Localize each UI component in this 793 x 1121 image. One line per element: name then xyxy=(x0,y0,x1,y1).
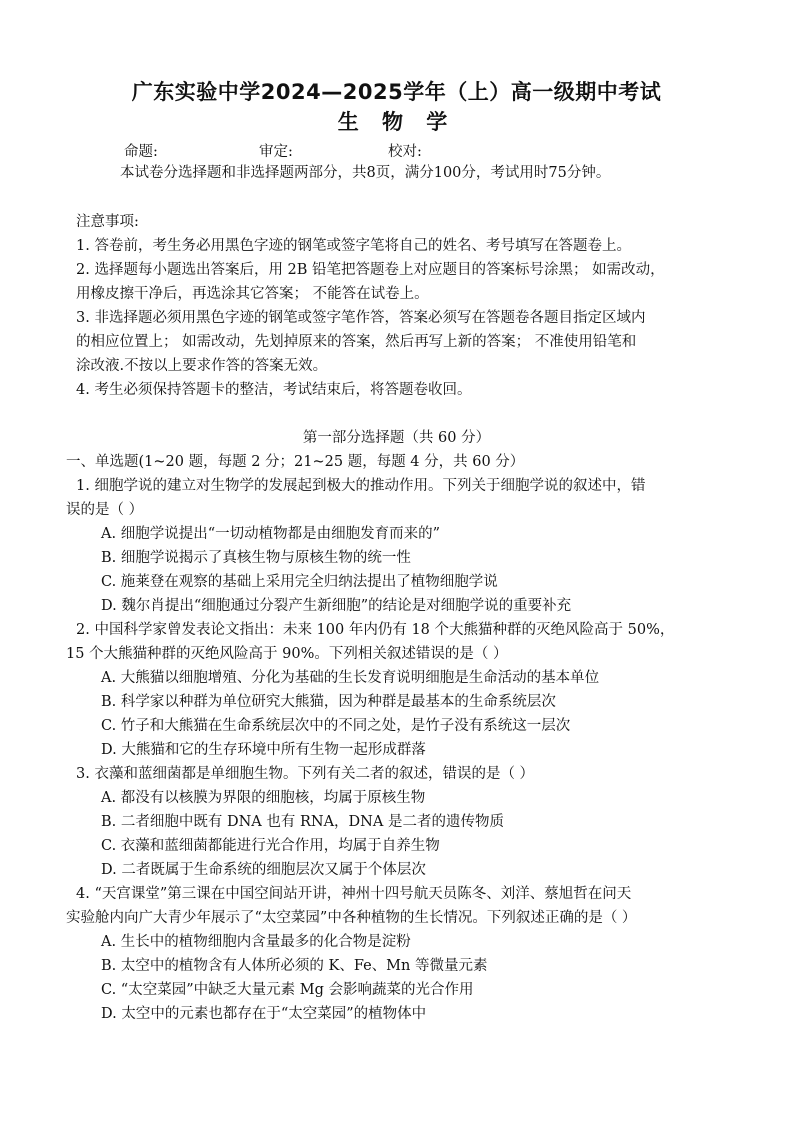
question-option: D. 魏尔肖提出“细胞通过分裂产生新细胞”的结论是对细胞学说的重要补充 xyxy=(101,598,572,614)
question-option: A. 细胞学说提出“一切动植物都是由细胞发育而来的” xyxy=(101,526,441,542)
question-option: C. 施莱登在观察的基础上采用完全归纳法提出了植物细胞学说 xyxy=(101,574,498,590)
question-option: B. 科学家以种群为单位研究大熊猫，因为种群是最基本的生命系统层次 xyxy=(101,694,556,710)
question-option: C. “太空菜园”中缺乏大量元素 Mg 会影响蔬菜的光合作用 xyxy=(101,982,474,998)
notice-line: 涂改液.不按以上要求作答的答案无效。 xyxy=(76,358,328,374)
exam-title: 广东实验中学2024—2025学年（上）高一级期中考试 xyxy=(131,80,662,104)
jiaodui-label: 校对: xyxy=(388,144,422,160)
question-stem: 2. 中国科学家曾发表论文指出：未来 100 年内仍有 18 个大熊猫种群的灭绝风险高于 50%， xyxy=(76,622,675,638)
exam-intro: 本试卷分选择题和非选择题两部分，共8页，满分100分，考试用时75分钟。 xyxy=(120,165,611,181)
question-option: B. 细胞学说揭示了真核生物与原核生物的统一性 xyxy=(101,550,411,566)
question-option: D. 大熊猫和它的生存环境中所有生物一起形成群落 xyxy=(101,742,426,758)
question-stem: 1. 细胞学说的建立对生物学的发展起到极大的推动作用。下列关于细胞学说的叙述中，错 xyxy=(76,478,646,494)
shending-label: 审定: xyxy=(259,144,293,160)
question-stem: 4. “天宫课堂”第三课在中国空间站开讲，神州十四号航天员陈冬、刘洋、蔡旭哲在问天 xyxy=(76,886,632,902)
question-option: A. 生长中的植物细胞内含量最多的化合物是淀粉 xyxy=(101,934,411,950)
notice-heading: 注意事项: xyxy=(76,214,139,230)
notice-line: 4. 考生必须保持答题卡的整洁，考试结束后，将答题卷收回。 xyxy=(76,382,472,398)
question-option: B. 二者细胞中既有 DNA 也有 RNA，DNA 是二者的遗传物质 xyxy=(101,814,504,830)
question-option: D. 太空中的元素也都存在于“太空菜园”的植物体中 xyxy=(101,1006,427,1022)
subject-title: 生 物 学 xyxy=(337,110,456,134)
section-title: 第一部分选择题（共 60 分） xyxy=(302,430,491,446)
question-stem: 15 个大熊猫种群的灭绝风险高于 90%。下列相关叙述错误的是（ ） xyxy=(66,646,508,662)
question-option: B. 太空中的植物含有人体所必须的 K、Fe、Mn 等微量元素 xyxy=(101,958,488,974)
question-option: D. 二者既属于生命系统的细胞层次又属于个体层次 xyxy=(101,862,426,878)
notice-line: 用橡皮擦干净后，再选涂其它答案； 不能答在试卷上。 xyxy=(76,286,429,302)
section-subtitle: 一、单选题(1~20 题，每题 2 分；21~25 题，每题 4 分，共 60 分） xyxy=(66,454,525,470)
question-option: C. 衣藻和蓝细菌都能进行光合作用，均属于自养生物 xyxy=(101,838,440,854)
question-option: A. 大熊猫以细胞增殖、分化为基础的生长发育说明细胞是生命活动的基本单位 xyxy=(101,670,600,686)
question-stem: 3. 衣藻和蓝细菌都是单细胞生物。下列有关二者的叙述，错误的是（ ） xyxy=(76,766,535,782)
question-stem: 实验舱内向广大青少年展示了“太空菜园”中各种植物的生长情况。下列叙述正确的是（ ） xyxy=(66,910,637,926)
question-stem: 误的是（ ） xyxy=(66,502,144,518)
notice-line: 3. 非选择题必须用黑色字迹的钢笔或签字笔作答，答案必须写在答题卷各题目指定区域内 xyxy=(76,310,646,326)
notice-line: 1. 答卷前，考生务必用黑色字迹的钢笔或签字笔将自己的姓名、考号填写在答题卷上。 xyxy=(76,238,631,254)
question-option: C. 竹子和大熊猫在生命系统层次中的不同之处，是竹子没有系统这一层次 xyxy=(101,718,571,734)
notice-line: 2. 选择题每小题选出答案后，用 2B 铅笔把答题卷上对应题目的答案标号涂黑； 如需改动， xyxy=(76,262,665,278)
mingti-label: 命题: xyxy=(124,144,158,160)
question-option: A. 都没有以核膜为界限的细胞核，均属于原核生物 xyxy=(101,790,426,806)
notice-line: 的相应位置上； 如需改动，先划掉原来的答案，然后再写上新的答案； 不准使用铅笔和 xyxy=(76,334,637,350)
